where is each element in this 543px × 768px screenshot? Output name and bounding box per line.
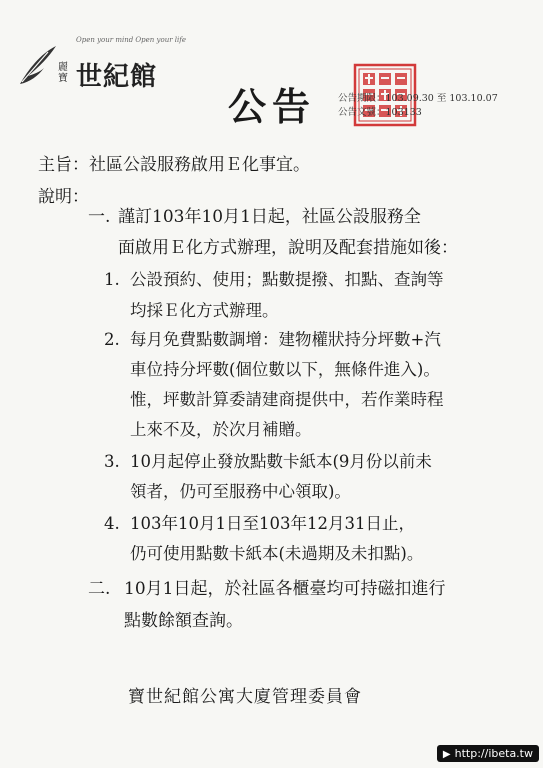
notice-period: 公告期限：103.09.30 至 103.10.07 [338,93,498,104]
meta-info [338,92,498,120]
feather-logo-icon [18,44,58,88]
item-3-number: 3. [104,452,120,471]
item-4-line-2: 仍可使用點數卡紙本(未過期及未扣點)。 [130,544,424,563]
section-2-line-1: 10月1日起，於社區各櫃臺均可持磁扣進行 [124,579,446,599]
subject-line: 主旨：社區公設服務啟用Ｅ化事宜。 [38,155,310,175]
item-1-line-1: 公設預約、使用；點數提撥、扣點、查詢等 [130,270,444,289]
page-title: 公告 [228,84,317,129]
logo-name: 世紀館 [76,62,158,92]
item-2-line-2: 車位持分坪數(個位數以下，無條件進入)。 [130,360,440,379]
section-1-line-1: 謹訂103年10月1日起，社區公設服務全 [118,207,421,227]
item-2-line-3: 惟，坪數計算委請建商提供中，若作業時程 [130,390,444,409]
item-2-line-1: 每月免費點數調增：建物權狀持分坪數+汽 [130,330,441,349]
item-1-line-2: 均採Ｅ化方式辦理。 [130,301,279,320]
item-4-line-1: 103年10月1日至103年12月31日止， [130,514,415,533]
item-3-line-1: 10月起停止發放點數卡紙本(9月份以前未 [130,452,432,471]
section-1-number: 一. [88,207,111,227]
watermark-text: http://ibeta.tw [454,747,533,760]
logo-tagline: Open your mind Open your life [76,36,186,44]
document-number: 公告文號：103133 [338,107,422,118]
section-2-line-2: 點數餘額查詢。 [124,611,243,631]
section-2-number: 二. [88,579,111,599]
logo-name-small: 麗寶 [58,62,68,84]
item-2-line-4: 上來不及，於次月補贈。 [130,420,312,439]
explanation-label: 說明： [38,187,89,207]
issuer-signature: 寶世紀館公寓大廈管理委員會 [128,687,362,707]
logo [18,36,186,106]
item-4-number: 4. [104,514,120,533]
item-3-line-2: 領者，仍可至服務中心領取)。 [130,482,351,501]
item-2-number: 2. [104,330,120,349]
item-1-number: 1. [104,270,120,289]
section-1-line-2: 面啟用Ｅ化方式辦理，說明及配套措施如後： [118,238,458,258]
arrow-icon: ▶ [442,749,451,760]
site-watermark [437,745,539,762]
